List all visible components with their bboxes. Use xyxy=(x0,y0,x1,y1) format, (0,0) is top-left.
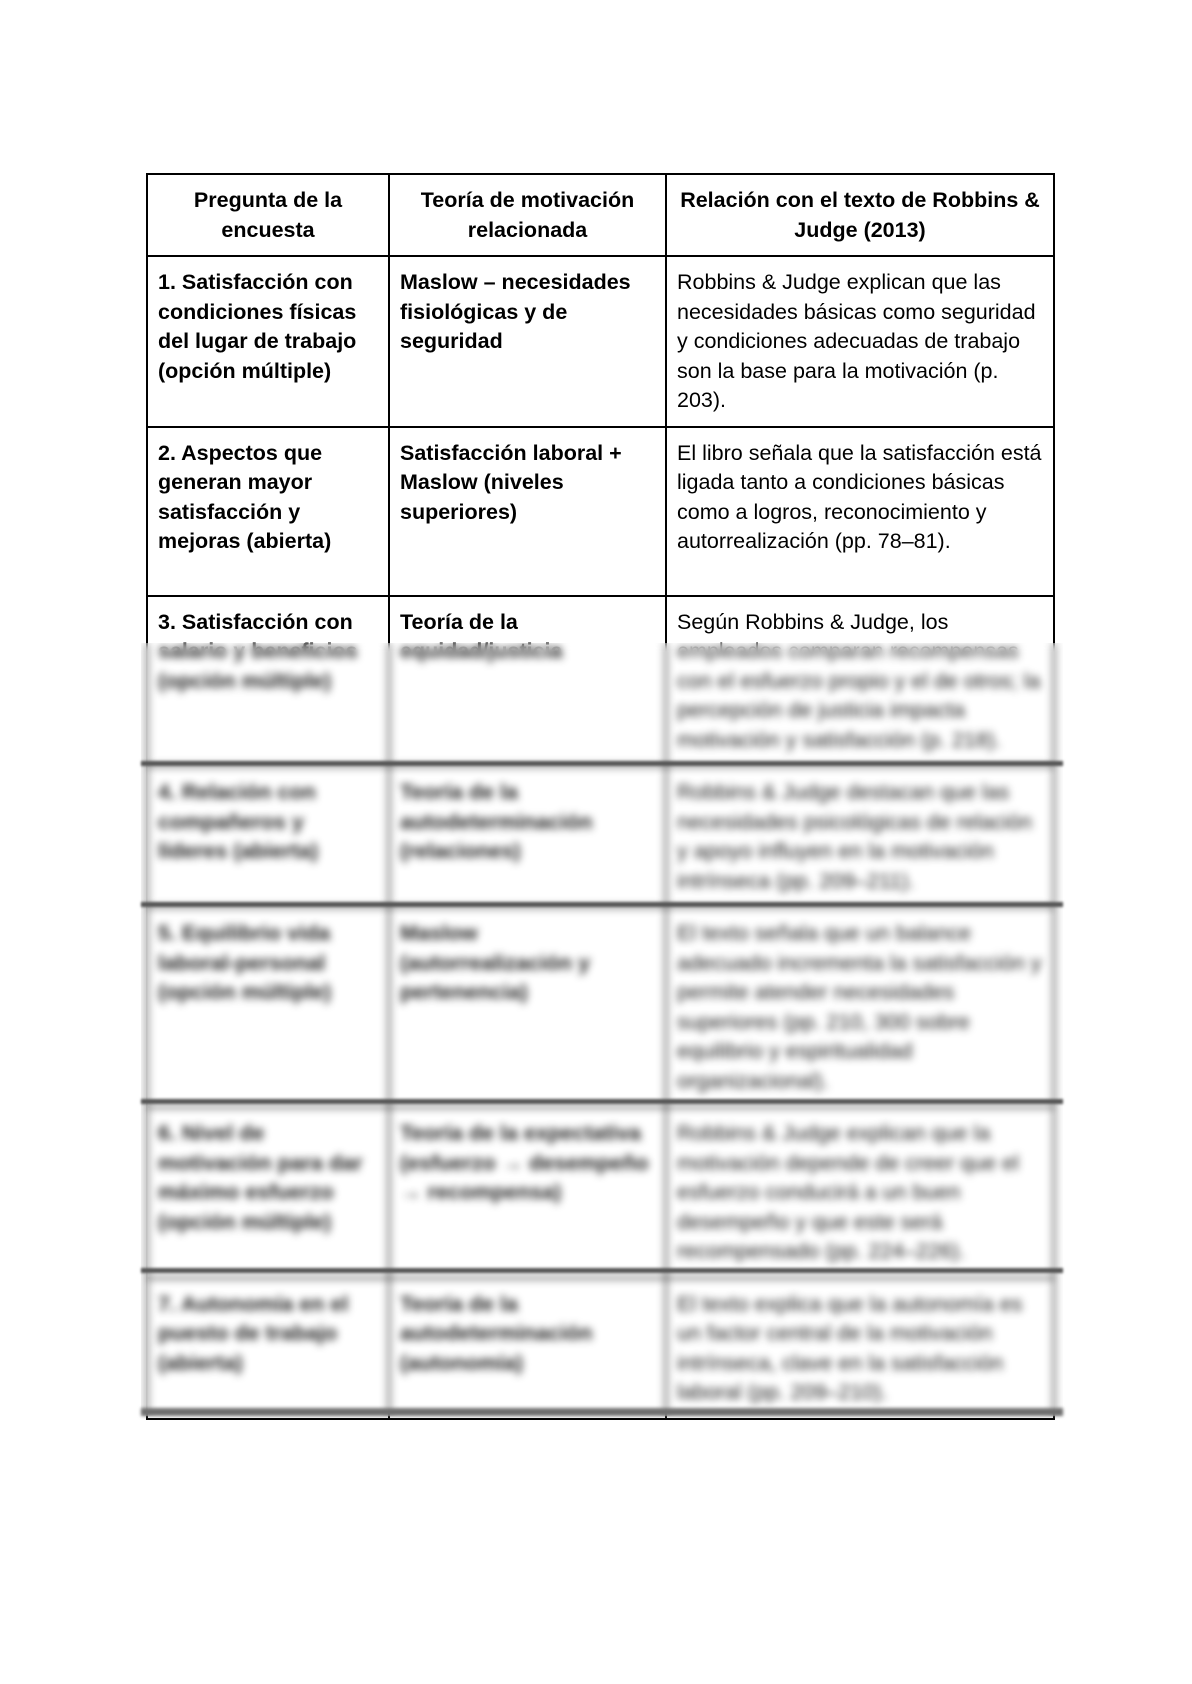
cell-relation: El texto explica que la autonomía es un factor central de la motivación intrínseca, clave en la satisfacción laboral (pp. 209–210). xyxy=(666,1278,1054,1419)
table-row xyxy=(147,1278,1054,1419)
cell-relation: El libro señala que la satisfacción está ligada tanto a condiciones básicas como a logros, reconocimiento y autorrealización (pp. 78–81). xyxy=(666,427,1054,596)
cell-theory: Teoría de la autodeterminación (autonomía) xyxy=(389,1278,666,1419)
cell-relation: Robbins & Judge explican que las necesidades básicas como seguridad y condiciones adecuadas de trabajo son la base para la motivación (p. 203). xyxy=(666,256,1054,427)
table-row xyxy=(147,1107,1054,1278)
header-theory: Teoría de motivación relacionada xyxy=(389,174,666,256)
table-row xyxy=(147,907,1054,1107)
table-header-row xyxy=(147,174,1054,256)
header-relation: Relación con el texto de Robbins & Judge (2013) xyxy=(666,174,1054,256)
cell-question: 5. Equilibrio vida laboral-personal (opción múltiple) xyxy=(147,907,389,1107)
survey-theory-table xyxy=(146,173,1055,1420)
cell-relation: Robbins & Judge destacan que las necesidades psicológicas de relación y apoyo influyen en la motivación intrínseca (pp. 209–211). xyxy=(666,766,1054,907)
cell-question: 3. Satisfacción con salario y beneficios (opción múltiple) xyxy=(147,596,389,767)
cell-question: 7. Autonomía en el puesto de trabajo (abierta) xyxy=(147,1278,389,1419)
table-row xyxy=(147,427,1054,596)
cell-question: 4. Relación con compañeros y líderes (abierta) xyxy=(147,766,389,907)
table-row xyxy=(147,766,1054,907)
cell-question: 1. Satisfacción con condiciones físicas del lugar de trabajo (opción múltiple) xyxy=(147,256,389,427)
cell-relation: Según Robbins & Judge, los empleados comparan recompensas con el esfuerzo propio y el de otros; la percepción de justicia impacta motivación y satisfacción (p. 218). xyxy=(666,596,1054,767)
cell-theory: Maslow (autorrealización y pertenencia) xyxy=(389,907,666,1107)
cell-relation: Robbins & Judge explican que la motivación depende de creer que el esfuerzo conducirá a un buen desempeño y que este será recompensado (pp. 224–226). xyxy=(666,1107,1054,1278)
cell-question: 2. Aspectos que generan mayor satisfacción y mejoras (abierta) xyxy=(147,427,389,596)
table-row xyxy=(147,596,1054,767)
cell-theory: Teoría de la equidad/justicia xyxy=(389,596,666,767)
header-question: Pregunta de la encuesta xyxy=(147,174,389,256)
cell-theory: Teoría de la autodeterminación (relaciones) xyxy=(389,766,666,907)
cell-theory: Maslow – necesidades fisiológicas y de seguridad xyxy=(389,256,666,427)
cell-relation: El texto señala que un balance adecuado incrementa la satisfacción y permite atender necesidades superiores (pp. 210, 300 sobre equilibrio y espiritualidad organizacional). xyxy=(666,907,1054,1107)
table-row xyxy=(147,256,1054,427)
cell-theory: Satisfacción laboral + Maslow (niveles superiores) xyxy=(389,427,666,596)
cell-theory: Teoría de la expectativa (esfuerzo → desempeño → recompensa) xyxy=(389,1107,666,1278)
cell-question: 6. Nivel de motivación para dar máximo esfuerzo (opción múltiple) xyxy=(147,1107,389,1278)
